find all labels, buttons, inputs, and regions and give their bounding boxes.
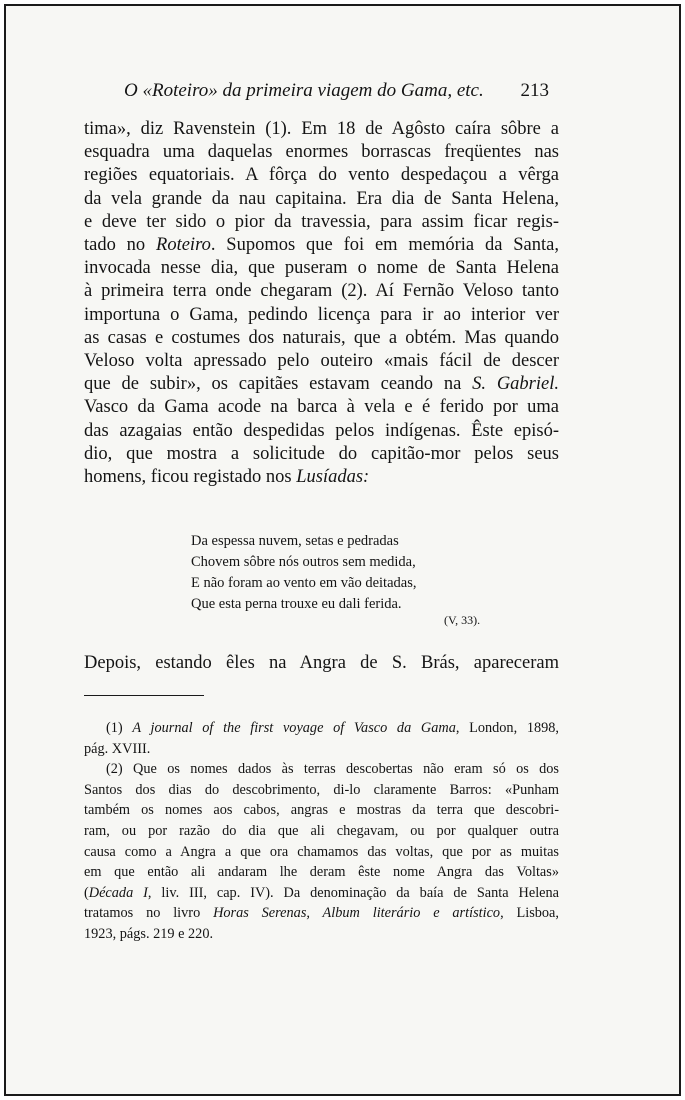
text-line: dio, que mostra a solicitude do capitão-mor pelos seus	[84, 443, 559, 464]
text-line: esquadra uma daquelas enormes borrascas freqüentes nas	[84, 142, 559, 163]
body-paragraph	[84, 118, 559, 489]
footnote-line: tratamos no livro Horas Serenas, Album literário e artístico, Lisboa,	[84, 905, 559, 922]
running-header	[124, 80, 549, 102]
text-line: das azagaias então despedidas pelos indígenas. Êste episó-	[84, 420, 559, 441]
text-line: e deve ter sido o pior da travessia, para assim ficar regis-	[84, 211, 559, 232]
footnote-rule	[84, 695, 204, 696]
text-line: da vela grande da nau capitaina. Era dia de Santa Helena,	[84, 188, 559, 209]
text-line: que de subir», os capitães estavam ceando na S. Gabriel.	[84, 374, 559, 395]
text-line: importuna o Gama, pedindo licença para ir ao interior ver	[84, 304, 559, 325]
text-line: à primeira terra onde chegaram (2). Aí Fernão Veloso tanto	[84, 281, 559, 302]
footnote-line: pág. XVIII.	[84, 740, 151, 757]
footnote-line: ram, ou por razão do dia que ali chegavam, ou por qualquer outra	[84, 822, 559, 839]
footnotes	[84, 718, 559, 945]
text-line: invocada nesse dia, que puseram o nome de Santa Helena	[84, 258, 559, 279]
verse-line: Chovem sôbre nós outros sem medida,	[191, 554, 416, 570]
page-number: 213	[520, 80, 549, 101]
book-page	[4, 4, 681, 1096]
verse-line: E não foram ao vento em vão deitadas,	[191, 575, 417, 591]
footnote-line: (Década I, liv. III, cap. IV). Da denominação da baía de Santa Helena	[84, 884, 560, 901]
footnote-line: Santos dos dias do descobrimento, di-lo claramente Barros: «Punham	[84, 781, 559, 798]
header-title: O «Roteiro» da primeira viagem do Gama, etc.	[124, 80, 484, 101]
text-line: Vasco da Gama acode na barca à vela e é ferido por uma	[84, 397, 559, 418]
text-line: Depois, estando êles na Angra de S. Brás, apareceram	[84, 653, 559, 673]
text-line: as casas e costumes dos naturais, que a obtém. Mas quando	[84, 327, 559, 348]
text-line: Veloso volta apressado pelo outeiro «mais fácil de descer	[84, 351, 559, 372]
footnote-line: causa como a Angra a que ora chamamos das voltas, que por as muitas	[84, 843, 559, 860]
footnote-line: 1923, págs. 219 e 220.	[84, 925, 214, 942]
verse-line: Que esta perna trouxe eu dali ferida.	[191, 596, 402, 612]
text-line: homens, ficou registado nos Lusíadas:	[84, 467, 370, 488]
footnote-line: em que então ali andaram lhe deram êste nome Angra das Voltas»	[84, 864, 559, 881]
verse-reference: (V, 33).	[444, 613, 481, 627]
footnote-line: (2) Que os nomes dados às terras descobertas não eram só os dos	[106, 761, 559, 778]
text-line: tima», diz Ravenstein (1). Em 18 de Agôsto caíra sôbre a	[84, 119, 559, 139]
verse-line: Da espessa nuvem, setas e pedradas	[191, 533, 399, 549]
verse-quotation	[191, 531, 461, 615]
text-line: regiões equatoriais. A fôrça do vento despedaçou a vêrga	[84, 165, 559, 186]
paragraph-start	[84, 652, 559, 675]
text-line: tado no Roteiro. Supomos que foi em memória da Santa,	[84, 235, 559, 256]
footnote-line: também os nomes aos cabos, angras e mostras da terra que descobri-	[84, 802, 559, 819]
footnote-line: (1) A journal of the first voyage of Vasco da Gama, London, 1898,	[106, 720, 560, 736]
